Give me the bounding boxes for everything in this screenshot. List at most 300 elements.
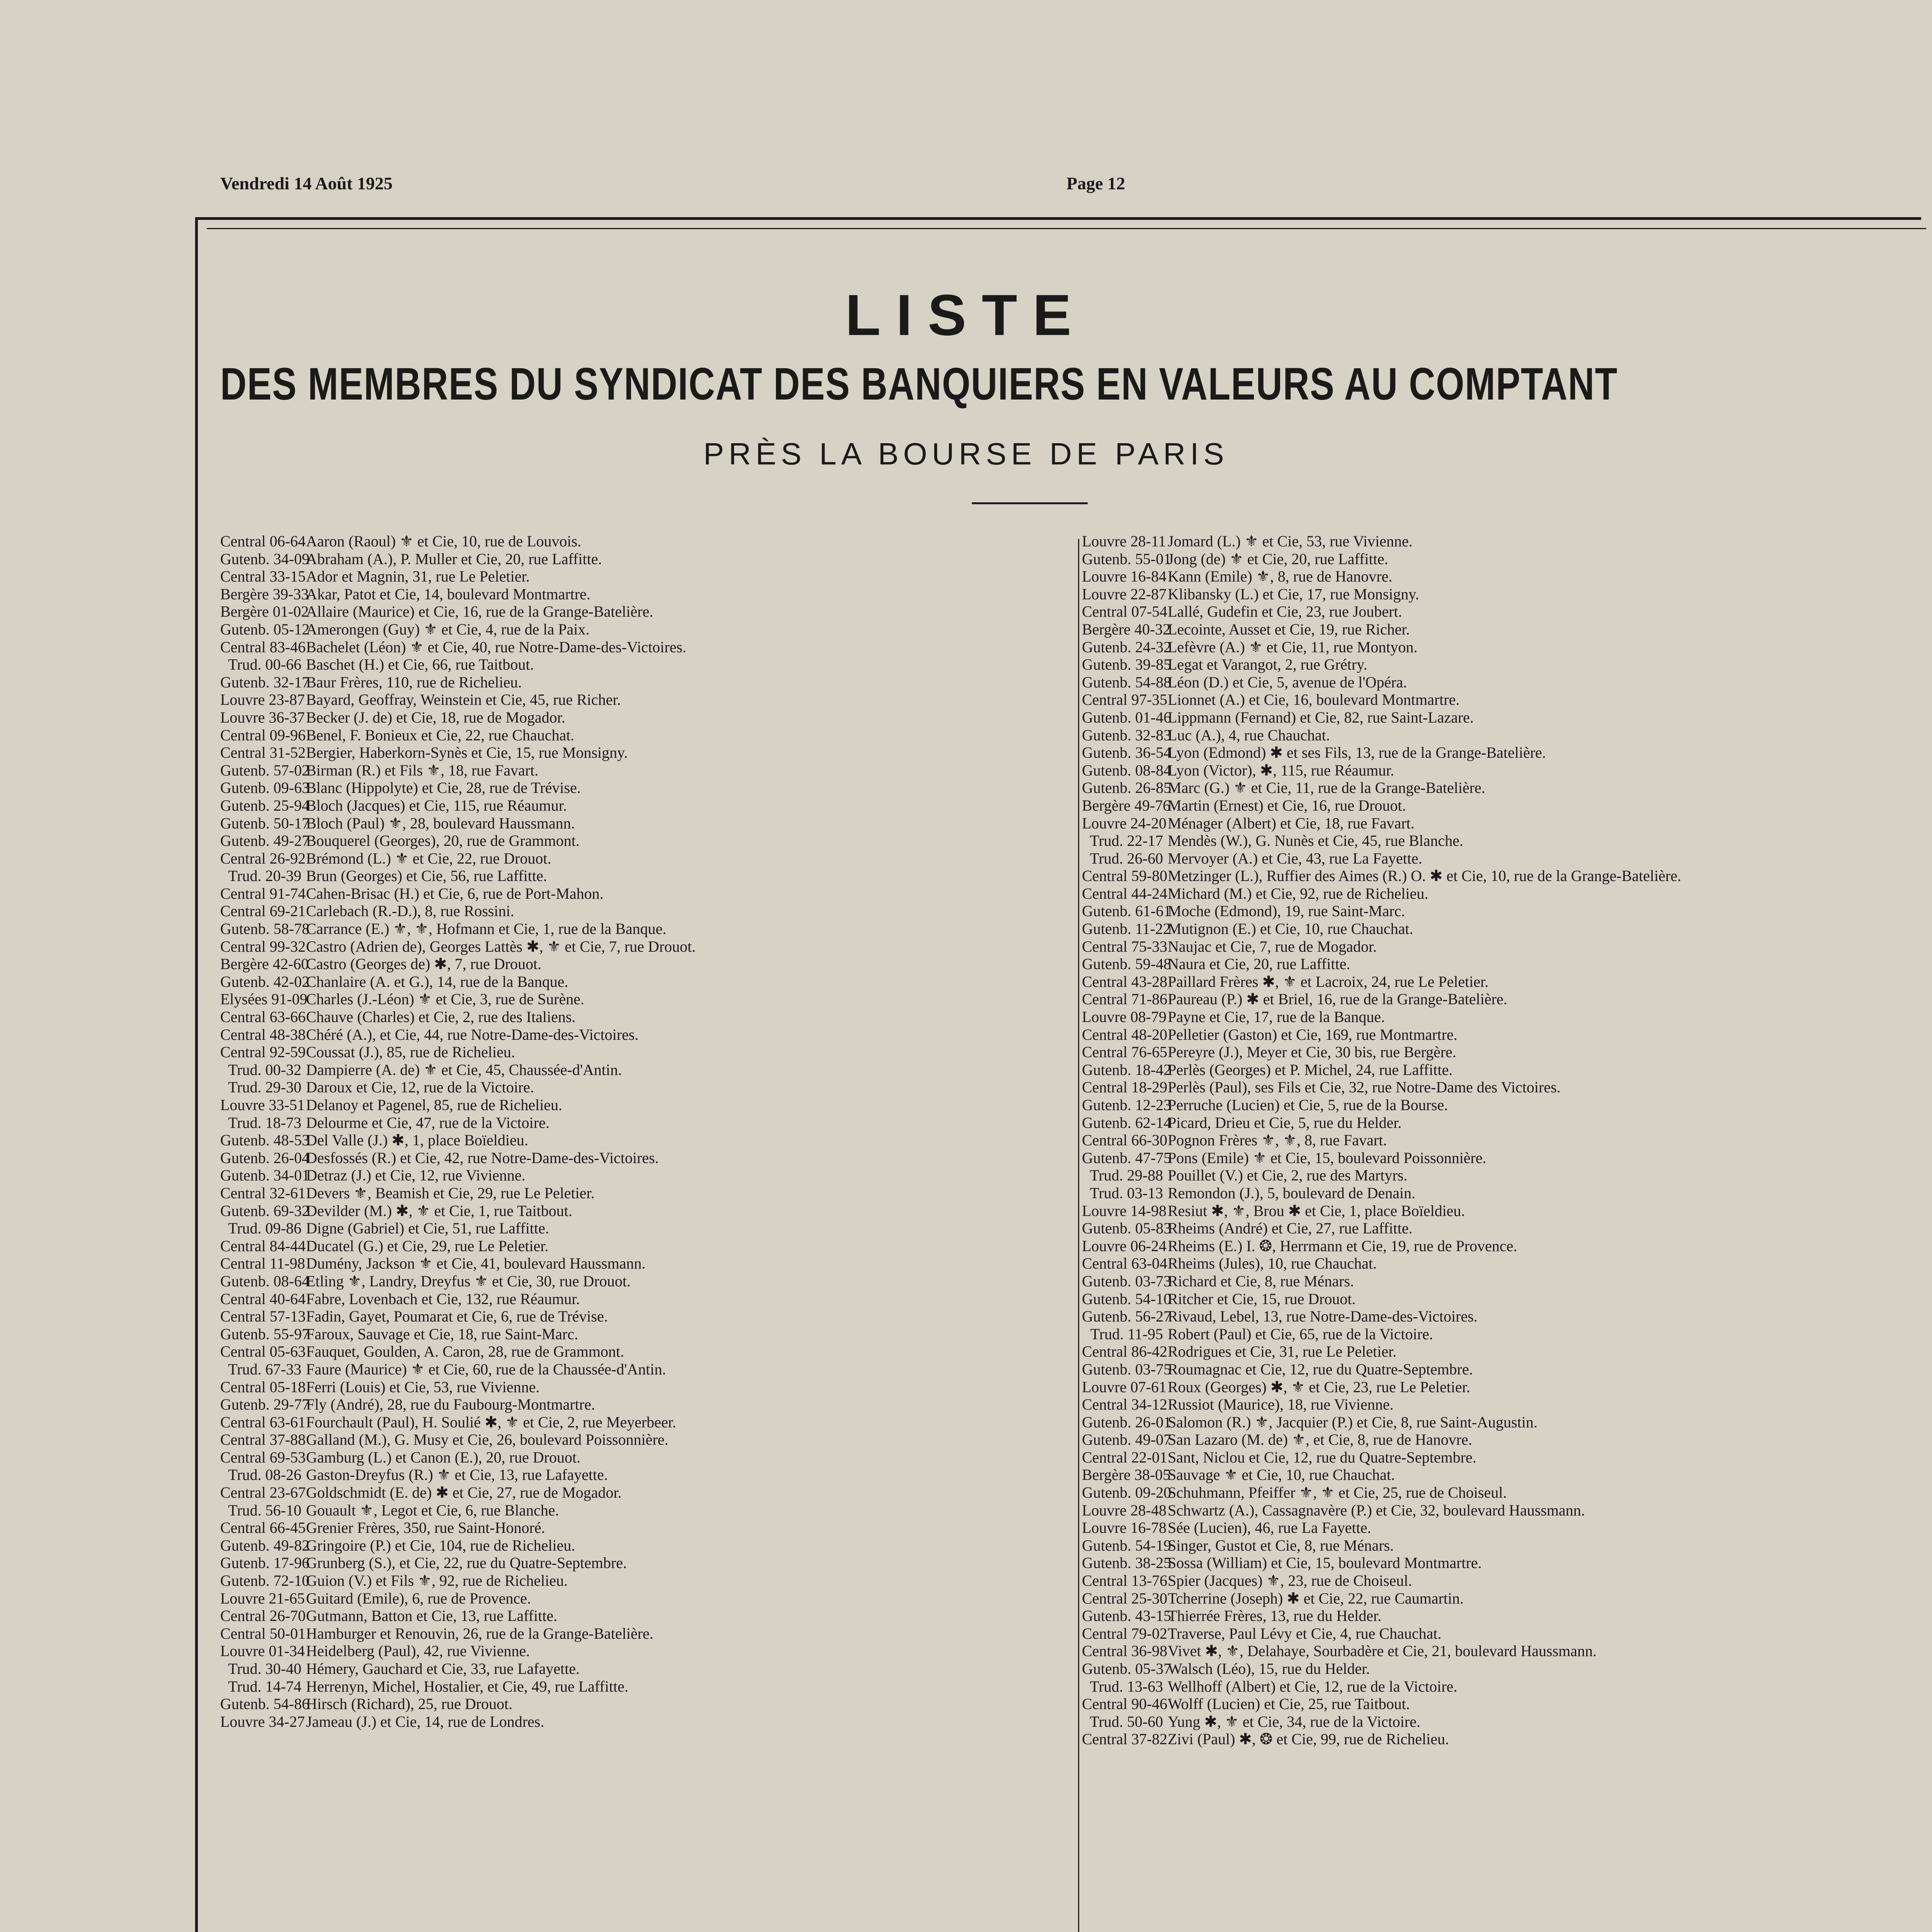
member-name: Bachelet (Léon) ⚜ et Cie, 40, rue Notre-Dame-des-Victoires.	[306, 638, 687, 656]
member-row	[220, 1008, 1070, 1026]
member-row	[1082, 603, 1924, 621]
phone-exchange: Central 50-01	[220, 1624, 306, 1642]
member-row	[220, 1202, 1070, 1220]
member-row	[1082, 585, 1924, 603]
member-name: Blanc (Hippolyte) et Cie, 28, rue de Trévise.	[306, 779, 581, 797]
phone-exchange: Trud. 14-74	[228, 1677, 301, 1695]
member-name: Delanoy et Pagenel, 85, rue de Richelieu.	[306, 1096, 563, 1114]
phone-exchange: Gutenb. 29-77	[220, 1396, 310, 1413]
phone-exchange: Gutenb. 47-75	[1082, 1149, 1172, 1167]
member-name: Rheims (E.) I. ❂, Herrmann et Cie, 19, rue de Provence.	[1168, 1237, 1517, 1255]
phone-exchange: Gutenb. 03-73	[1082, 1272, 1172, 1290]
phone-exchange: Gutenb. 72-10	[220, 1572, 310, 1590]
member-row	[1082, 568, 1924, 585]
member-name: Paureau (P.) ✱ et Briel, 16, rue de la Grange-Batelière.	[1168, 990, 1507, 1008]
phone-exchange: Central 40-64	[220, 1290, 306, 1308]
member-row	[1082, 638, 1924, 656]
phone-exchange: Louvre 07-61	[1082, 1378, 1167, 1396]
member-row	[1082, 1519, 1924, 1537]
member-name: Richard et Cie, 8, rue Ménars.	[1168, 1272, 1354, 1290]
member-name: Ducatel (G.) et Cie, 29, rue Le Peletier.	[306, 1237, 549, 1255]
member-row	[1082, 1607, 1924, 1625]
phone-exchange: Gutenb. 18-42	[1082, 1061, 1172, 1078]
member-name: Naujac et Cie, 7, rue de Mogador.	[1168, 937, 1377, 955]
phone-exchange: Gutenb. 11-22	[1082, 920, 1171, 938]
member-row	[220, 920, 1070, 938]
member-name: Detraz (J.) et Cie, 12, rue Vivienne.	[306, 1167, 526, 1184]
phone-exchange: Central 07-54	[1082, 603, 1168, 621]
member-row	[1082, 920, 1924, 938]
member-name: Galland (M.), G. Musy et Cie, 26, boulevard Poissonnière.	[306, 1431, 668, 1449]
phone-exchange: Central 05-63	[220, 1343, 306, 1361]
member-name: Lyon (Edmond) ✱ et ses Fils, 13, rue de la Grange-Batelière.	[1168, 744, 1546, 762]
member-row	[220, 585, 1070, 603]
phone-exchange: Louvre 33-51	[220, 1096, 305, 1114]
phone-exchange: Trud. 30-40	[228, 1660, 301, 1677]
member-name: Sée (Lucien), 46, rue La Fayette.	[1168, 1519, 1371, 1537]
member-row	[220, 691, 1070, 709]
member-row	[220, 1607, 1070, 1625]
member-row	[220, 1519, 1070, 1537]
member-row	[1082, 726, 1924, 744]
member-name: Roux (Georges) ✱, ⚜ et Cie, 23, rue Le Peletier.	[1168, 1378, 1470, 1396]
phone-exchange: Central 79-02	[1082, 1624, 1168, 1642]
member-name: Perlès (Georges) et P. Michel, 24, rue Laffitte.	[1168, 1061, 1453, 1078]
member-row	[1082, 938, 1924, 956]
phone-exchange: Louvre 06-24	[1082, 1237, 1167, 1255]
phone-exchange: Central 23-67	[220, 1484, 306, 1502]
member-name: Ménager (Albert) et Cie, 18, rue Favart.	[1168, 814, 1415, 832]
member-row	[1082, 832, 1924, 850]
member-name: Metzinger (L.), Ruffier des Aimes (R.) O. ✱ et Cie, 10, rue de la Grange-Batelière.	[1168, 867, 1682, 885]
phone-exchange: Gutenb. 26-01	[1082, 1413, 1172, 1431]
phone-exchange: Gutenb. 24-32	[1082, 638, 1172, 656]
phone-exchange: Trud. 18-73	[228, 1114, 301, 1131]
phone-exchange: Trud. 00-32	[228, 1061, 301, 1078]
member-row	[1082, 1502, 1924, 1519]
member-name: Rheims (Jules), 10, rue Chauchat.	[1168, 1255, 1377, 1272]
member-row	[1082, 1202, 1924, 1220]
phone-exchange: Trud. 09-86	[228, 1219, 301, 1237]
member-row	[220, 955, 1070, 973]
member-row	[1082, 1008, 1924, 1026]
member-row	[220, 1431, 1070, 1449]
phone-exchange: Trud. 22-17	[1090, 832, 1163, 850]
member-name: Gouault ⚜, Legot et Cie, 6, rue Blanche.	[306, 1501, 559, 1519]
phone-exchange: Central 59-80	[1082, 867, 1168, 885]
member-row	[1082, 1625, 1924, 1643]
member-row	[1082, 1572, 1924, 1590]
phone-exchange: Gutenb. 55-01	[1082, 550, 1172, 568]
member-row	[220, 1149, 1070, 1167]
phone-exchange: Gutenb. 48-53	[220, 1131, 310, 1149]
member-name: Sossa (William) et Cie, 15, boulevard Montmartre.	[1168, 1554, 1482, 1572]
phone-exchange: Louvre 16-78	[1082, 1519, 1167, 1537]
phone-exchange: Gutenb. 62-14	[1082, 1114, 1172, 1131]
member-name: Fauquet, Goulden, A. Caron, 28, rue de Grammont.	[306, 1343, 624, 1361]
member-row	[220, 1096, 1070, 1114]
member-name: Hirsch (Richard), 25, rue Drouot.	[306, 1695, 513, 1713]
member-row	[1082, 1730, 1924, 1748]
member-name: Benel, F. Bonieux et Cie, 22, rue Chauchat.	[306, 726, 575, 744]
phone-exchange: Louvre 28-11	[1082, 532, 1166, 550]
member-row	[220, 1449, 1070, 1466]
member-name: Devers ⚜, Beamish et Cie, 29, rue Le Peletier.	[306, 1184, 595, 1202]
phone-exchange: Bergère 38-05	[1082, 1466, 1171, 1484]
member-row	[1082, 1466, 1924, 1484]
member-name: Hamburger et Renouvin, 26, rue de la Grange-Batelière.	[306, 1624, 653, 1642]
member-name: Carrance (E.) ⚜, ⚜, Hofmann et Cie, 1, rue de la Banque.	[306, 920, 667, 938]
phone-exchange: Central 75-33	[1082, 937, 1168, 955]
member-name: Bouquerel (Georges), 20, rue de Grammont.	[306, 832, 580, 850]
member-name: Baur Frères, 110, rue de Richelieu.	[306, 673, 522, 691]
phone-exchange: Louvre 21-65	[220, 1589, 305, 1607]
member-row	[1082, 1378, 1924, 1396]
phone-exchange: Central 31-52	[220, 744, 306, 762]
phone-exchange: Trud. 13-63	[1090, 1677, 1163, 1695]
member-name: Baschet (H.) et Cie, 66, rue Taitbout.	[306, 656, 534, 673]
phone-exchange: Central 32-61	[220, 1184, 306, 1202]
phone-exchange: Gutenb. 09-20	[1082, 1484, 1172, 1502]
member-name: Devilder (M.) ✱, ⚜ et Cie, 1, rue Taitbout.	[306, 1202, 573, 1219]
member-name: Sauvage ⚜ et Cie, 10, rue Chauchat.	[1168, 1466, 1395, 1484]
member-name: Salomon (R.) ⚜, Jacquier (P.) et Cie, 8, rue Saint-Augustin.	[1168, 1413, 1537, 1431]
member-name: Del Valle (J.) ✱, 1, place Boïeldieu.	[306, 1131, 528, 1149]
member-row	[220, 990, 1070, 1008]
member-row	[220, 885, 1070, 903]
member-row	[1082, 1678, 1924, 1696]
phone-exchange: Gutenb. 25-94	[220, 796, 310, 814]
phone-exchange: Bergère 49-76	[1082, 796, 1171, 814]
member-name: Wellhoff (Albert) et Cie, 12, rue de la Victoire.	[1168, 1677, 1458, 1695]
member-row	[1082, 709, 1924, 726]
member-row	[220, 1061, 1070, 1079]
phone-exchange: Gutenb. 01-46	[1082, 708, 1172, 726]
phone-exchange: Gutenb. 03-75	[1082, 1360, 1172, 1378]
member-name: Birman (R.) et Fils ⚜, 18, rue Favart.	[306, 761, 539, 779]
member-name: Hémery, Gauchard et Cie, 33, rue Lafayette.	[306, 1660, 580, 1677]
member-name: Sant, Niclou et Cie, 12, rue du Quatre-Septembre.	[1168, 1448, 1476, 1466]
phone-exchange: Bergère 39-33	[220, 585, 309, 603]
member-name: Amerongen (Guy) ⚜ et Cie, 4, rue de la Paix.	[306, 620, 590, 638]
member-name: Faure (Maurice) ⚜ et Cie, 60, rue de la Chaussée-d'Antin.	[306, 1360, 666, 1378]
member-name: Brémond (L.) ⚜ et Cie, 22, rue Drouot.	[306, 849, 551, 867]
member-name: Lecointe, Ausset et Cie, 19, rue Richer.	[1168, 620, 1410, 638]
member-row	[220, 656, 1070, 673]
phone-exchange: Gutenb. 54-88	[1082, 673, 1172, 691]
member-name: Ferri (Louis) et Cie, 53, rue Vivienne.	[306, 1378, 540, 1396]
member-row	[220, 779, 1070, 797]
member-name: Wolff (Lucien) et Cie, 25, rue Taitbout.	[1168, 1695, 1410, 1713]
phone-exchange: Louvre 24-20	[1082, 814, 1167, 832]
member-row	[1082, 815, 1924, 832]
member-name: Bloch (Paul) ⚜, 28, boulevard Haussmann.	[306, 814, 575, 832]
member-name: Abraham (A.), P. Muller et Cie, 20, rue Laffitte.	[306, 550, 602, 568]
phone-exchange: Trud. 56-10	[228, 1501, 301, 1519]
phone-exchange: Gutenb. 59-48	[1082, 955, 1172, 973]
phone-exchange: Central 18-29	[1082, 1078, 1168, 1096]
member-name: Jameau (J.) et Cie, 14, rue de Londres.	[306, 1713, 544, 1730]
phone-exchange: Gutenb. 61-61	[1082, 902, 1172, 920]
member-name: Schuhmann, Pfeiffer ⚜, ⚜ et Cie, 25, rue de Choiseul.	[1168, 1484, 1507, 1502]
member-row	[220, 867, 1070, 885]
member-name: San Lazaro (M. de) ⚜, et Cie, 8, rue de Hanovre.	[1168, 1431, 1472, 1449]
member-row	[220, 1043, 1070, 1061]
member-row	[1082, 867, 1924, 885]
phone-exchange: Central 63-04	[1082, 1255, 1168, 1272]
phone-exchange: Gutenb. 49-82	[220, 1536, 310, 1554]
member-row	[1082, 1431, 1924, 1449]
member-row	[1082, 1449, 1924, 1466]
member-row	[220, 1642, 1070, 1660]
phone-exchange: Central 05-18	[220, 1378, 306, 1396]
title-sub: PRÈS LA BOURSE DE PARIS	[703, 437, 1229, 471]
member-row	[220, 1343, 1070, 1361]
member-name: Ritcher et Cie, 15, rue Drouot.	[1168, 1290, 1356, 1308]
member-row	[1082, 1343, 1924, 1361]
member-row	[1082, 1695, 1924, 1713]
member-name: Allaire (Maurice) et Cie, 16, rue de la Grange-Batelière.	[306, 603, 653, 621]
phone-exchange: Louvre 23-87	[220, 691, 305, 709]
member-row	[220, 1114, 1070, 1132]
phone-exchange: Gutenb. 12-23	[1082, 1096, 1172, 1114]
member-name: Resiut ✱, ⚜, Brou ✱ et Cie, 1, place Boïeldieu.	[1168, 1202, 1465, 1219]
member-row	[220, 1695, 1070, 1713]
phone-exchange: Central 69-21	[220, 902, 306, 920]
member-row	[220, 1378, 1070, 1396]
member-name: Brun (Georges) et Cie, 56, rue Laffitte.	[306, 867, 547, 885]
phone-exchange: Central 66-45	[220, 1519, 306, 1537]
phone-exchange: Louvre 16-84	[1082, 568, 1167, 585]
member-name: Tcherrine (Joseph) ✱ et Cie, 22, rue Caumartin.	[1168, 1589, 1464, 1607]
member-row	[220, 726, 1070, 744]
member-row	[1082, 1096, 1924, 1114]
member-name: Rodrigues et Cie, 31, rue Le Peletier.	[1168, 1343, 1397, 1361]
member-name: Castro (Adrien de), Georges Lattès ✱, ⚜ et Cie, 7, rue Drouot.	[306, 937, 696, 955]
member-row	[1082, 955, 1924, 973]
member-row	[1082, 1290, 1924, 1308]
phone-exchange: Gutenb. 56-27	[1082, 1308, 1172, 1325]
phone-exchange: Gutenb. 34-01	[220, 1167, 310, 1184]
member-name: Michard (M.) et Cie, 92, rue de Richelieu.	[1168, 884, 1429, 902]
phone-exchange: Louvre 34-27	[220, 1713, 305, 1730]
member-row	[1082, 1114, 1924, 1132]
member-row	[220, 1255, 1070, 1272]
member-row	[1082, 779, 1924, 797]
column-divider	[1078, 539, 1079, 1932]
phone-exchange: Gutenb. 26-85	[1082, 779, 1172, 797]
phone-exchange: Gutenb. 55-97	[220, 1325, 310, 1343]
phone-exchange: Gutenb. 08-64	[220, 1272, 310, 1290]
title-liste: LISTE	[845, 282, 1087, 347]
member-name: Spier (Jacques) ⚜, 23, rue de Choiseul.	[1168, 1572, 1412, 1590]
member-row	[220, 1502, 1070, 1519]
phone-exchange: Trud. 11-95	[1090, 1325, 1163, 1343]
member-row	[220, 1237, 1070, 1255]
member-name: Carlebach (R.-D.), 8, rue Rossini.	[306, 902, 514, 920]
member-row	[220, 1572, 1070, 1590]
member-row	[220, 532, 1070, 550]
member-name: Charles (J.-Léon) ⚜ et Cie, 3, rue de Surène.	[306, 990, 585, 1008]
phone-exchange: Gutenb. 34-09	[220, 550, 310, 568]
member-name: Naura et Cie, 20, rue Laffitte.	[1168, 955, 1350, 973]
page-number: Page 12	[1066, 173, 1126, 193]
member-row	[1082, 1325, 1924, 1343]
member-row	[220, 1678, 1070, 1696]
member-name: Vivet ✱, ⚜, Delahaye, Sourbadère et Cie, 21, boulevard Haussmann.	[1168, 1642, 1597, 1660]
member-row	[1082, 885, 1924, 903]
member-name: Klibansky (L.) et Cie, 17, rue Monsigny.	[1168, 585, 1419, 603]
member-row	[220, 638, 1070, 656]
member-name: Gaston-Dreyfus (R.) ⚜ et Cie, 13, rue Lafayette.	[306, 1466, 608, 1484]
member-row	[220, 1272, 1070, 1290]
member-name: Dumény, Jackson ⚜ et Cie, 41, boulevard Haussmann.	[306, 1255, 646, 1272]
phone-exchange: Central 11-98	[220, 1255, 305, 1272]
member-name: Rheims (André) et Cie, 27, rue Laffitte.	[1168, 1219, 1413, 1237]
phone-exchange: Gutenb. 58-78	[220, 920, 310, 938]
member-name: Schwartz (A.), Cassagnavère (P.) et Cie, 32, boulevard Haussmann.	[1168, 1501, 1585, 1519]
member-row	[220, 621, 1070, 638]
member-row	[1082, 1642, 1924, 1660]
phone-exchange: Trud. 08-26	[228, 1466, 301, 1484]
phone-exchange: Central 37-88	[220, 1431, 306, 1449]
member-row	[220, 938, 1070, 956]
phone-exchange: Gutenb. 32-83	[1082, 726, 1172, 744]
phone-exchange: Trud. 67-33	[228, 1360, 301, 1378]
phone-exchange: Bergère 40-32	[1082, 620, 1171, 638]
phone-exchange: Gutenb. 39-85	[1082, 656, 1172, 673]
member-name: Perruche (Lucien) et Cie, 5, rue de la Bourse.	[1168, 1096, 1448, 1114]
member-row	[220, 1590, 1070, 1607]
member-row	[1082, 621, 1924, 638]
phone-exchange: Trud. 26-60	[1090, 849, 1163, 867]
member-row	[1082, 797, 1924, 815]
phone-exchange: Trud. 50-60	[1090, 1713, 1163, 1730]
member-name: Mendès (W.), G. Nunès et Cie, 45, rue Blanche.	[1168, 832, 1463, 850]
member-name: Heidelberg (Paul), 42, rue Vivienne.	[306, 1642, 530, 1660]
member-name: Aaron (Raoul) ⚜ et Cie, 10, rue de Louvois.	[306, 532, 582, 550]
member-name: Legat et Varangot, 2, rue Grétry.	[1168, 656, 1367, 673]
member-name: Daroux et Cie, 12, rue de la Victoire.	[306, 1078, 534, 1096]
phone-exchange: Central 34-12	[1082, 1396, 1168, 1413]
phone-exchange: Louvre 22-87	[1082, 585, 1167, 603]
member-row	[1082, 1026, 1924, 1044]
member-row	[1082, 902, 1924, 920]
member-row	[220, 550, 1070, 568]
member-name: Mutignon (E.) et Cie, 10, rue Chauchat.	[1168, 920, 1413, 938]
member-name: Léon (D.) et Cie, 5, avenue de l'Opéra.	[1168, 673, 1407, 691]
phone-exchange: Gutenb. 54-10	[1082, 1290, 1172, 1308]
member-name: Ador et Magnin, 31, rue Le Peletier.	[306, 568, 530, 585]
member-row	[1082, 744, 1924, 762]
title-rule	[972, 502, 1088, 504]
member-name: Pognon Frères ⚜, ⚜, 8, rue Favart.	[1168, 1131, 1387, 1149]
member-name: Goldschmidt (E. de) ✱ et Cie, 27, rue de Mogador.	[306, 1484, 622, 1502]
member-row	[220, 1219, 1070, 1237]
member-row	[1082, 1413, 1924, 1431]
member-name: Gamburg (L.) et Canon (E.), 20, rue Drouot.	[306, 1448, 581, 1466]
member-row	[1082, 1184, 1924, 1202]
member-name: Bayard, Geoffray, Weinstein et Cie, 45, rue Richer.	[306, 691, 621, 709]
member-name: Yung ✱, ⚜ et Cie, 34, rue de la Victoire.	[1168, 1713, 1420, 1730]
phone-exchange: Central 33-15	[220, 568, 306, 585]
phone-exchange: Gutenb. 05-37	[1082, 1660, 1172, 1677]
member-row	[220, 1396, 1070, 1413]
member-name: Robert (Paul) et Cie, 65, rue de la Victoire.	[1168, 1325, 1433, 1343]
member-row	[220, 709, 1070, 726]
member-row	[220, 744, 1070, 762]
phone-exchange: Central 83-46	[220, 638, 306, 656]
member-name: Lippmann (Fernand) et Cie, 82, rue Saint-Lazare.	[1168, 708, 1474, 726]
member-name: Traverse, Paul Lévy et Cie, 4, rue Chauchat.	[1168, 1624, 1442, 1642]
member-name: Lionnet (A.) et Cie, 16, boulevard Montmartre.	[1168, 691, 1460, 709]
member-name: Pons (Emile) ⚜ et Cie, 15, boulevard Poissonnière.	[1168, 1149, 1486, 1167]
member-row	[1082, 673, 1924, 691]
member-name: Jomard (L.) ⚜ et Cie, 53, rue Vivienne.	[1168, 532, 1413, 550]
phone-exchange: Central 86-42	[1082, 1343, 1168, 1361]
phone-exchange: Gutenb. 38-25	[1082, 1554, 1172, 1572]
member-row	[220, 797, 1070, 815]
phone-exchange: Gutenb. 69-32	[220, 1202, 310, 1219]
phone-exchange: Gutenb. 42-02	[220, 973, 310, 990]
phone-exchange: Louvre 36-37	[220, 708, 305, 726]
member-name: Mervoyer (A.) et Cie, 43, rue La Fayette.	[1168, 849, 1422, 867]
member-name: Cahen-Brisac (H.) et Cie, 6, rue de Port-Mahon.	[306, 884, 604, 902]
phone-exchange: Gutenb. 08-84	[1082, 761, 1172, 779]
phone-exchange: Gutenb. 32-17	[220, 673, 310, 691]
member-row	[1082, 1149, 1924, 1167]
member-name: Pereyre (J.), Meyer et Cie, 30 bis, rue Bergère.	[1168, 1043, 1456, 1061]
member-row	[1082, 1131, 1924, 1149]
member-row	[1082, 1554, 1924, 1572]
member-name: Desfossés (R.) et Cie, 42, rue Notre-Dame-des-Victoires.	[306, 1149, 659, 1167]
member-name: Thierrée Frères, 13, rue du Helder.	[1168, 1607, 1382, 1625]
phone-exchange: Central 71-86	[1082, 990, 1168, 1008]
member-row	[1082, 990, 1924, 1008]
member-name: Chauve (Charles) et Cie, 2, rue des Italiens.	[306, 1008, 576, 1026]
member-row	[1082, 1061, 1924, 1079]
title-main: DES MEMBRES DU SYNDICAT DES BANQUIERS EN VALEURS AU COMPTANT	[220, 359, 1618, 410]
member-row	[220, 1184, 1070, 1202]
member-name: Pelletier (Gaston) et Cie, 169, rue Montmartre.	[1168, 1026, 1458, 1043]
member-row	[220, 902, 1070, 920]
member-row	[220, 1466, 1070, 1484]
phone-exchange: Central 84-44	[220, 1237, 306, 1255]
member-name: Pouillet (V.) et Cie, 2, rue des Martyrs.	[1168, 1167, 1408, 1184]
member-name: Fly (André), 28, rue du Faubourg-Montmartre.	[306, 1396, 595, 1413]
phone-exchange: Central 91-74	[220, 884, 306, 902]
member-row	[220, 1484, 1070, 1502]
member-row	[220, 1078, 1070, 1096]
member-row	[220, 1167, 1070, 1184]
member-row	[220, 850, 1070, 867]
member-row	[1082, 973, 1924, 991]
member-name: Perlès (Paul), ses Fils et Cie, 32, rue Notre-Dame des Victoires.	[1168, 1078, 1561, 1096]
member-name: Digne (Gabriel) et Cie, 51, rue Laffitte.	[306, 1219, 549, 1237]
phone-exchange: Central 63-66	[220, 1008, 306, 1026]
member-name: Remondon (J.), 5, boulevard de Denain.	[1168, 1184, 1415, 1202]
phone-exchange: Central 26-92	[220, 849, 306, 867]
member-row	[1082, 691, 1924, 709]
member-name: Etling ⚜, Landry, Dreyfus ⚜ et Cie, 30, rue Drouot.	[306, 1272, 631, 1290]
member-name: Lefèvre (A.) ⚜ et Cie, 11, rue Montyon.	[1168, 638, 1418, 656]
member-name: Grenier Frères, 350, rue Saint-Honoré.	[306, 1519, 545, 1537]
member-row	[220, 1660, 1070, 1678]
member-row	[1082, 1219, 1924, 1237]
phone-exchange: Gutenb. 50-17	[220, 814, 310, 832]
phone-exchange: Central 09-96	[220, 726, 306, 744]
member-row	[220, 1131, 1070, 1149]
